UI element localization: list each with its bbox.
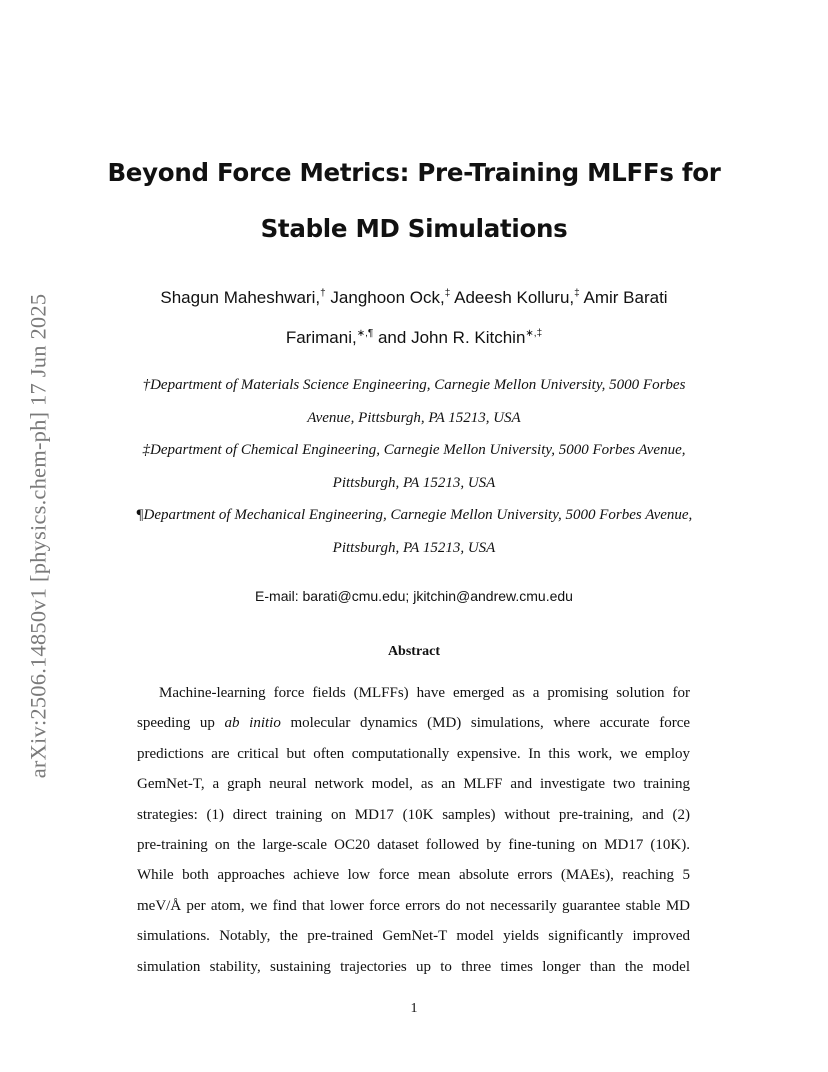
abstract-line: strategies: (1) direct training on MD17 (10K samples) without pre-training, and (2) (137, 806, 690, 823)
abstract-line (137, 711, 690, 741)
abstract-text: speeding up (137, 715, 215, 732)
abstract-line: While both approaches achieve low force mean absolute errors (MAEs), reaching 5 (137, 867, 690, 884)
abstract-line: meV/Å per atom, we find that lower force errors do not necessarily guarantee stable MD (137, 897, 690, 914)
affiliation-1-line-2: Avenue, Pittsburgh, PA 15213, USA (307, 410, 521, 426)
abstract-italic-term: ab initio (224, 715, 281, 732)
abstract-line: Machine-learning force fields (MLFFs) have emerged as a promising solution for (159, 685, 690, 701)
paper-title-line-2: Stable MD Simulations (260, 214, 568, 243)
abstract-line: pre-training on the large-scale OC20 dataset followed by fine-tuning on MD17 (10K). (137, 836, 690, 853)
author-affiliation-mark: ∗,‡ (525, 328, 543, 339)
author-name: Farimani, (285, 328, 357, 347)
affiliation-2-line-1: ‡Department of Chemical Engineering, Carnegie Mellon University, 5000 Forbes Avenue, (142, 442, 686, 458)
author-affiliation-mark: ∗,¶ (356, 328, 374, 339)
author-name: Adeesh Kolluru, (454, 288, 575, 307)
author-list-line-2 (80, 329, 748, 346)
abstract-line: GemNet-T, a graph neural network model, as an MLFF and investigate two training (137, 776, 690, 793)
author-name: Shagun Maheshwari, (160, 288, 321, 307)
abstract-line: predictions are critical but often computationally expensive. In this work, we employ (137, 745, 690, 762)
affiliation-3-line-1: ¶Department of Mechanical Engineering, Carnegie Mellon University, 5000 Forbes Avenue, (135, 507, 693, 523)
arxiv-identifier-stamp (22, 244, 54, 828)
author-name: John R. Kitchin (411, 328, 526, 347)
affiliation-1-line-1: †Department of Materials Science Engineering, Carnegie Mellon University, 5000 Forbes (142, 377, 686, 393)
abstract-body (137, 681, 690, 985)
page-number: 1 (410, 1001, 418, 1016)
paper-title-line-1: Beyond Force Metrics: Pre-Training MLFFs for (107, 158, 721, 187)
abstract-heading: Abstract (387, 644, 441, 659)
affiliation-3-line-2: Pittsburgh, PA 15213, USA (332, 540, 496, 556)
author-affiliation-mark: ‡ (574, 288, 580, 299)
abstract-line: simulation stability, sustaining trajectories up to three times longer than the model (137, 958, 690, 975)
arxiv-id-text: arXiv:2506.14850v1 [physics.chem-ph] 17 Jun 2025 (25, 293, 51, 779)
affiliation-2-line-2: Pittsburgh, PA 15213, USA (332, 475, 496, 491)
author-joiner: and (377, 328, 407, 347)
author-affiliation-mark: ‡ (444, 288, 451, 299)
author-name: Janghoon Ock, (330, 288, 445, 307)
author-list-line-1 (80, 289, 748, 306)
author-name: Amir Barati (583, 288, 668, 307)
abstract-line: simulations. Notably, the pre-trained GemNet-T model yields significantly improved (137, 928, 690, 945)
contact-email: E-mail: barati@cmu.edu; jkitchin@andrew.cmu.edu (255, 588, 573, 604)
author-affiliation-mark: † (320, 288, 326, 299)
abstract-text: molecular dynamics (MD) simulations, where accurate force (290, 715, 691, 732)
